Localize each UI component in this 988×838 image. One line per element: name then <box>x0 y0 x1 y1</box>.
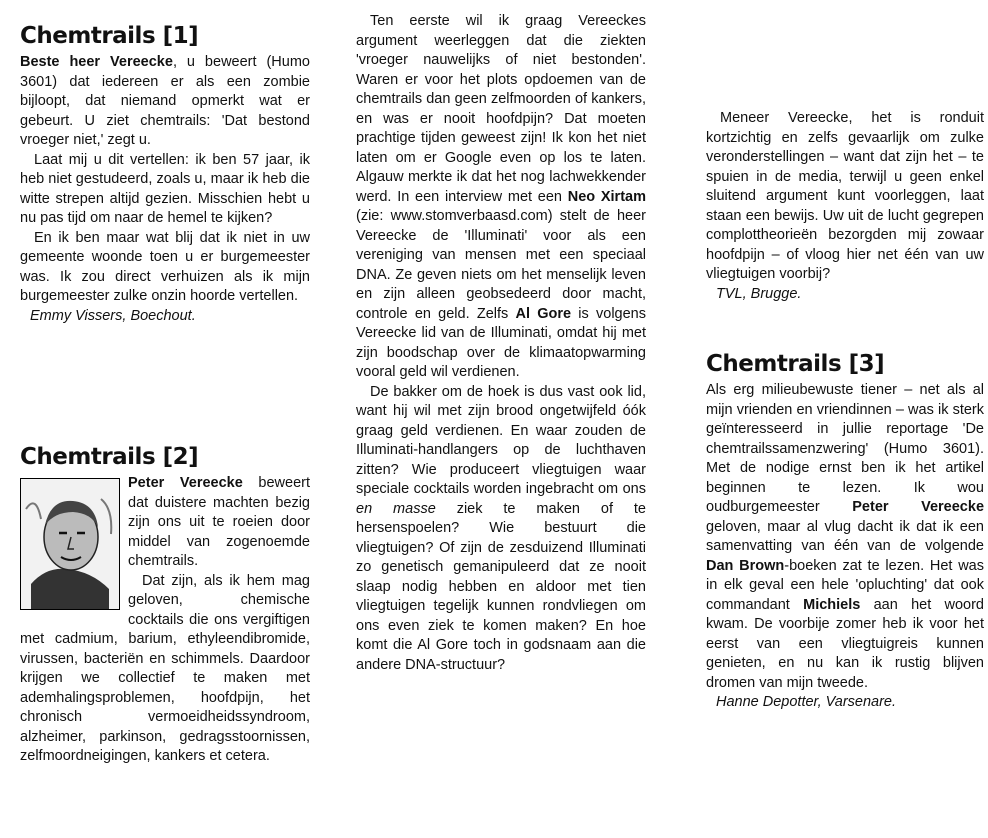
portrait-photo <box>20 478 120 610</box>
letter-2-paragraph-4 <box>356 383 646 676</box>
name-bold: Peter Vereecke <box>852 499 985 515</box>
letter-1-signature: Emmy Vissers, Boechout. <box>30 307 196 324</box>
letter-2-paragraph-2: Dat zijn, als ik hem mag geloven, chemische cocktails die ons vergiftigen met cadmium, barium, ethyleendibromide, virussen, bacteriën en schimmels. Daardoor krijgen we collectief te maken met ademhalingsproblemen, hoofdpijn, het chronisch vermoeidheidssyndroom, alzheimer, parkinson, gedragsstoornissen, zelfmoordneigingen, kankers et cetera. <box>20 572 310 764</box>
name-bold: Al Gore <box>515 305 572 322</box>
text-run: is volgens Vereecke lid van de Illuminati, omdat hij met zijn boodschap over de klimaatopwarming vooral geld wil verdienen. <box>356 305 646 380</box>
letter-3-paragraph-1 <box>706 381 984 693</box>
text-run: geloven, maar al vlug dacht ik dat ik een samenvatting van één van de volgende <box>706 518 984 554</box>
name-bold: Dan Brown <box>706 557 785 574</box>
letter-2-start <box>20 440 310 767</box>
text-run: , u beweert (Humo 3601) dat iedereen er als een zombie bijloopt, dat niemand opmerkt wat er gebeurt. U ziet chemtrails: 'Dat bestond vroeger niet,' zegt u. <box>20 54 310 148</box>
letter-2-continued <box>356 12 646 675</box>
letter-1-paragraph-3: En ik ben maar wat blij dat ik niet in uw gemeente woonde toen u er burgemeester was. Ik zou direct verhuizen als ik mijn burgemeester zulke onzin hoorde vertellen. <box>20 229 310 304</box>
letter-2-end <box>706 109 984 304</box>
letter-2-title: Chemtrails [2] <box>20 444 199 470</box>
letter-1-paragraph-1 <box>20 53 310 151</box>
name-bold: Michiels <box>803 596 861 613</box>
italic-phrase: en masse <box>356 500 436 517</box>
text-run: Als erg milieubewuste tiener – net als al mijn vrienden en vriendinnen – was ik sterk geïnteresseerd in jullie reportage 'De chemtrailssamenzwering' (Humo 3601). Met de nodige ernst ben ik het artikel beginnen te lezen. Ik wou oudburgemeester <box>706 382 984 515</box>
text-run: ziek te maken of te hersenspoelen? Wie bestuurt die vliegtuigen? Of zijn de zesduizend Illuminati zo genetisch gemanipuleerd dat ze nooit slaap nodig hebben en aldoor met tien vliegtuigen tegelijk kunnen rondvliegen om ons even ziek te komen maken? En hoe komt die Al Gore toch in godsnaam aan die andere DNA-structuur? <box>356 500 646 673</box>
letter-1-paragraph-2: Laat mij u dit vertellen: ik ben 57 jaar, ik heb niet gestudeerd, zoals u, maar ik heb die witte strepen altijd gezien. Misschien hebt u nu pas tijd om naar de hemel te kijken? <box>20 151 310 226</box>
letter-1 <box>20 19 310 326</box>
text-run: aan het woord kwam. De voorbije zomer heb ik voor het eerst van een vliegtuigreis kunnen genieten, en nu kan ik rustig blijven dromen van mijn tweede. <box>706 596 984 691</box>
name-bold: Vereecke <box>110 54 173 70</box>
letter-3-signature: Hanne Depotter, Varsenare. <box>716 694 897 710</box>
letter-2-signature: TVL, Brugge. <box>716 285 802 302</box>
letter-2-paragraph-5: Meneer Vereecke, het is ronduit kortzichtig en zelfs gevaarlijk om zulke veronderstellingen – want dat zijn het – te spuien in de media, terwijl u geen enkel sluitend argument kunt voorleggen, laat staan een bewijs. Uw uit de lucht gegrepen complottheorieën bezorgden mij zowaar hoofdpijn – of vloog hier net één van uw vliegtuigen voorbij? <box>706 110 984 282</box>
letter-2-paragraph-3 <box>356 12 646 383</box>
name-bold: Neo Xirtam <box>567 188 646 205</box>
text-run: Beste heer <box>20 54 111 70</box>
name-bold: Peter Vereecke <box>128 475 243 491</box>
letter-3-title: Chemtrails [3] <box>706 351 885 377</box>
letter-3 <box>706 347 984 713</box>
text-run: beweert dat duistere machten bezig zijn ons uit te roeien door middel van zogenoemde chemtrails. <box>128 475 310 569</box>
text-run: De bakker om de hoek is dus vast ook lid, want hij wil met zijn brood ongetwijfeld óók graag geld verdienen. En waar zouden de Illuminati-handlangers op de luchthaven zitten? Wie produceert vliegtuigen waar speciale cocktails worden ingebracht om ons <box>356 383 646 497</box>
letter-1-title: Chemtrails [1] <box>20 23 199 49</box>
text-run: Ten eerste wil ik graag Vereeckes argument weerleggen dat die ziekten 'vroeger nauwelijks of niet bestonden'. Waren er voor het plots opdoemen van de chemtrails dan geen zelfmoorden of kankers, en was er nooit hoofdpijn? Dat moeten prachtige tijden geweest zijn! Ik kon het niet laten om er Google even op los te laten. Algauw merkte ik dat het nog lachwekkender werd. In een interview met een <box>356 13 646 205</box>
text-run: (zie: www.stomverbaasd.com) stelt de heer Vereecke de 'Illuminati' voor als een vereniging van mensen met een speciaal DNA. Ze geven niets om het menselijk leven en zijn alleen geobsedeerd door macht, controle en geld. Zelfs <box>356 208 646 322</box>
text-run: -boeken zat te lezen. Het was in elk geval een hele 'opluchting' dat ook commandant <box>706 557 984 613</box>
